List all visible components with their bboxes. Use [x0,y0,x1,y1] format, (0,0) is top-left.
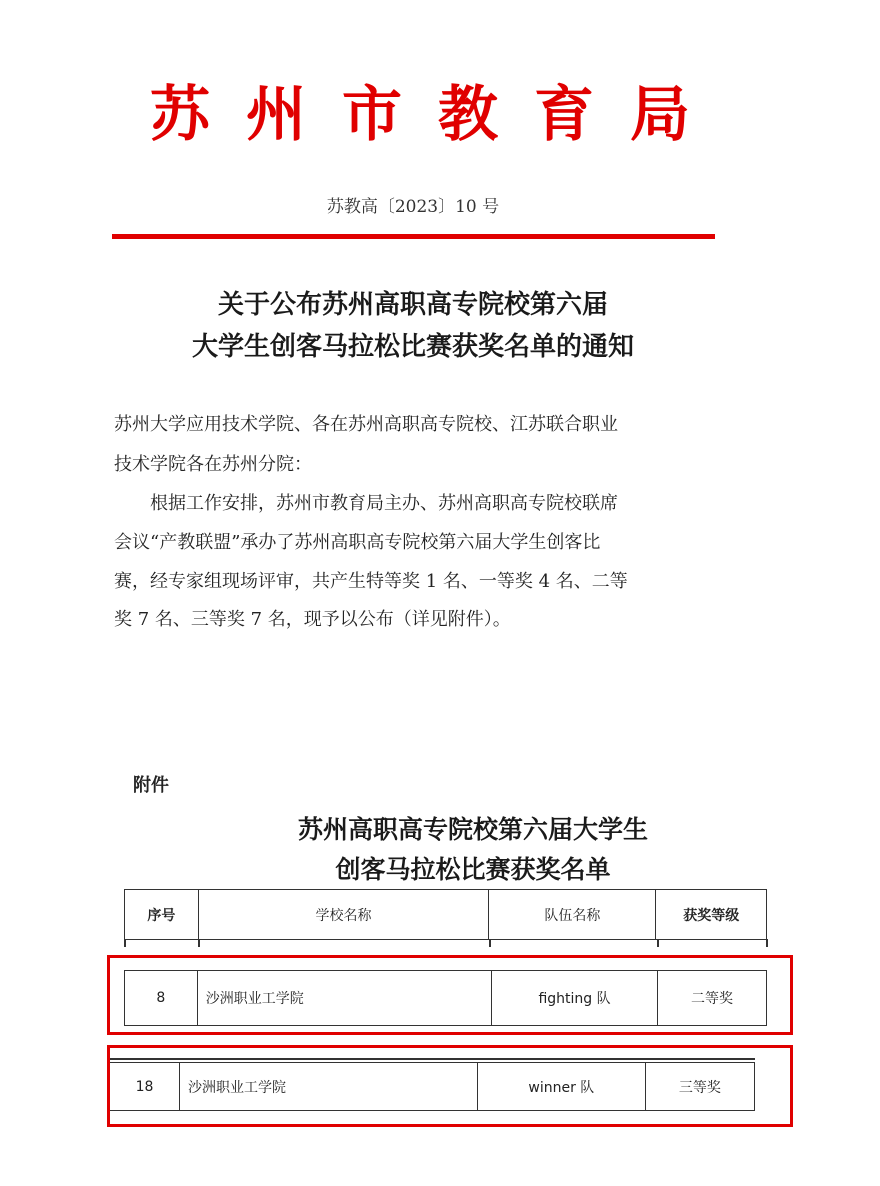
issuer-char: 局 [630,80,690,150]
table-edge [110,1058,755,1060]
column-header-team: 队伍名称 [489,890,656,940]
cell-school: 沙洲职业工学院 [180,1063,478,1111]
cell-award: 二等奖 [657,971,766,1026]
table-edge [489,939,491,947]
column-header-no: 序号 [125,890,199,940]
addressee-line: 技术学院各在苏州分院： [114,454,312,475]
issuer-char: 育 [534,80,594,150]
issuer-char: 教 [438,80,498,150]
cell-team: winner 队 [477,1063,645,1111]
document-number: 苏教高〔2023〕10 号 [326,197,500,217]
table-edge [657,939,659,947]
attachment-title-line: 创客马拉松比赛获奖名单 [335,855,611,884]
column-header-school: 学校名称 [198,890,489,940]
notice-title-line: 大学生创客马拉松比赛获奖名单的通知 [191,332,634,362]
body-line: 会议“产教联盟”承办了苏州高职高专院校第六届大学生创客比 [114,532,601,553]
body-line: 奖 7 名、三等奖 7 名，现予以公布（详见附件）。 [114,609,511,630]
award-row [110,1062,755,1111]
red-divider [112,234,715,239]
award-table-header [124,889,767,940]
notice-title [60,284,766,368]
cell-no: 8 [125,971,198,1026]
issuer-char: 市 [342,80,402,150]
table-edge [198,939,200,947]
table-edge [124,939,126,947]
attachment-label: 附件 [133,775,169,796]
attachment-title-line: 苏州高职高专院校第六届大学生 [297,815,648,844]
issuer-char: 苏 [150,80,210,150]
table-edge [766,939,768,947]
cell-award: 三等奖 [645,1063,754,1111]
cell-no: 18 [110,1063,180,1111]
issuer-char: 州 [246,80,306,150]
body-line: 根据工作安排，苏州市教育局主办、苏州高职高专院校联席 [150,493,618,514]
notice-title-line: 关于公布苏州高职高专院校第六届 [217,290,608,320]
body-line: 赛，经专家组现场评审，共产生特等奖 1 名、一等奖 4 名、二等 [114,571,628,592]
addressee-line: 苏州大学应用技术学院、各在苏州高职高专院校、江苏联合职业 [114,414,618,435]
column-header-award: 获奖等级 [656,890,767,940]
cell-school: 沙洲职业工学院 [197,971,491,1026]
attachment-title [60,810,880,890]
award-row [124,970,767,1026]
issuer-title [150,70,690,150]
cell-team: fighting 队 [492,971,658,1026]
